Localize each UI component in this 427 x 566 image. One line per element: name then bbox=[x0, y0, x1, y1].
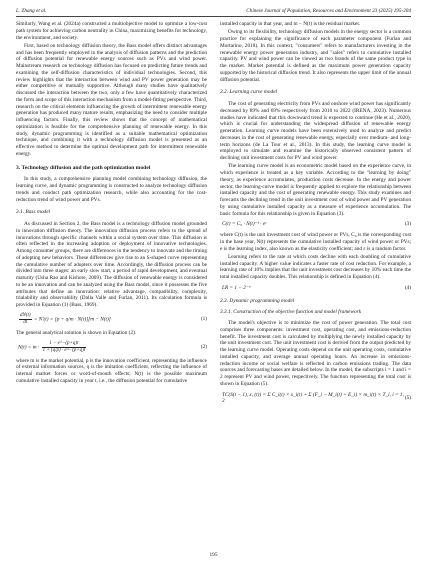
subsubsection-heading: 3.3.1. Construction of the objective function and model framework bbox=[220, 309, 362, 316]
equation-number: (4) bbox=[404, 284, 411, 291]
subsection-heading: 3.1. Bass model bbox=[16, 209, 51, 216]
equation-3 bbox=[220, 221, 411, 228]
equation-3-body: C(t) = C₀ · N(t)⁻ᵇ · eᵉ bbox=[222, 221, 267, 228]
equation-5 bbox=[220, 392, 411, 406]
paragraph: where m is the market potential, p is the innovation coefficient, representing the influence of external information sources, q is the imitation coefficient, reflecting the influence of internal market forces or word-of-mouth effects; N(t) is the possible maximum cumulative installed capacity in year t, i.e., the diffusion potential for cumulative bbox=[16, 357, 207, 384]
paragraph: As discussed in Section 2, the Bass model is a technology diffusion model grounded in innovation diffusion theory. The innovation diffusion process refers to the spread of innovations through specific channels within a social system over time. This diffusion is often reflected in the increasing adoption or deployment of innovative technologies. Among consumer groups, there are differences in the tendency to innovate and the timing of adopting new behaviors. These differences give rise to an S-shaped curve representing the cumulative number of adopters over time. Accordingly, the diffusion process can be divided into three stages: an early slow start, a period of rapid development, and eventual maturity (Usha Rao and Kishore, 2009). The diffusion of renewable energy is considered to be an innovation and can be analyzed using the Bass model, since it possesses the five attributes that define an innovation: relative advantage, compatibility, complexity, trialability and observability (Dalla Valle and Furlan, 2011). Its calculation formula is provided in Equation (1) (Bass, 1969). bbox=[16, 221, 207, 308]
paragraph: Learning refers to the rate at which costs decline with each doubling of cumulative installed capacity. A higher value indicates a faster rate of cost reduction. For example, a learning rate of 10% implies that the unit investment cost decreases by 10% each time the total installed capacity doubles. This relationship is defined in Equation (4). bbox=[220, 253, 411, 280]
running-header-authors: L. Zhang et al. bbox=[16, 8, 47, 14]
equation-2-numerator: 1 − e^−(p+q)t bbox=[42, 341, 87, 348]
left-column bbox=[16, 21, 207, 386]
equation-1 bbox=[16, 313, 207, 326]
paragraph: The general analytical solution is shown in Equation (2). bbox=[16, 329, 137, 336]
paragraph: The cost of generating electricity from PVs and onshore wind power has significantly decreased by 89% and 69% respectively from 2010 to 2022 (IRENA, 2023). Numerous studies have indicated that this downward trend is expected to continue (He et al., 2020), which is crucial for understanding the widespread diffusion of renewable energy generation. Learning curve models have been extensively used to analyze and predict decreases in the cost of generating renewable energy, especially over medium- and long-term horizons (de La Tour et al., 2013). In this study, the learning curve model is employed to simulate and examine the historically observed consistent pattern of declining unit investment costs for PV and wind power. bbox=[220, 101, 411, 161]
equation-4-body: LR = 1 − 2⁻ᵇ bbox=[222, 284, 251, 291]
paragraph: Owing to its flexibility, technology diffusion models in the energy sector is a common practice for explaining the significance of each parameter component (Furlan and Mortarino, 2018). In this context, "consumers" refers to manufacturers investing in the renewable energy power generation industry, and "sales" refers to cumulative installed capacity. PV and wind power can be viewed as two brands of the same product type in the market. Market potential is defined as the maximum power generation capacity supported by the historical diffusion trend. It also represents the upper limit of the annual diffusion potential. bbox=[220, 29, 411, 83]
equation-number: (5) bbox=[404, 394, 411, 401]
equation-number: (3) bbox=[404, 221, 411, 228]
subsection-heading: 3.2. Learning curve model bbox=[220, 89, 278, 96]
equation-number: (2) bbox=[200, 343, 207, 350]
equation-2-fraction bbox=[42, 341, 87, 354]
paragraph: The learning curve model is an econometric model based on the experience curve, in which experience is treated as a key variable. According to the "learning by doing" theory, as experience accumulates, production costs decrease. In the energy and power sector, the learning-curve model is frequently applied to explore the relationship between installed capacity and the cost of generating renewable energy. This study examines and forecasts the declining trend in the unit investment cost of wind power and PV generation by using cumulative installed capacity as a measure of experience accumulation. The basic formula for this relationship is given in Equation (3). bbox=[220, 163, 411, 217]
equation-2 bbox=[16, 341, 207, 354]
equation-number: (1) bbox=[200, 315, 207, 322]
equation-4 bbox=[220, 285, 411, 292]
equation-1-rhs: = N′(t) = [p + q/m · N(t)][m − N(t)] bbox=[33, 316, 111, 323]
paragraph: Similarly, Wang et al. (2024a) constructed a multiobjective model to optimize a low-cost path system for achieving carbon neutrality in China, maximizing benefits for technology, the environment, and society. bbox=[16, 21, 207, 41]
subsection-heading: 3.3. Dynamic programming model bbox=[220, 297, 295, 304]
paragraph: where C(t) is the unit investment cost of wind power or PVs, C₀ is the corresponding cost in the base year, N(t) represents the cumulative installed capacity of wind power or PVs; e is the learning index, also known as the elasticity coefficient; and ε is a random factor. bbox=[220, 232, 411, 252]
page-number: 195 bbox=[209, 552, 218, 558]
equation-2-denominator: 1 + (q/p) · e^−(p+q)t bbox=[42, 347, 86, 353]
right-column bbox=[220, 21, 411, 409]
equation-5-body: TC(S(t − 1), x, (t)) = Σ C_i(t) × x_i(t) + Σ (F_i − M_i(t) + E_i) × m_i(t) × T_i, i = 1, 2 bbox=[222, 391, 404, 405]
equation-1-denominator: dt bbox=[23, 319, 28, 325]
paragraph: The model's objective is to minimize the cost of power generation. The total cost comprises three components: investment cost, operating cost, and emissions-reduction benefit. The investment cost is calculated by multiplying the newly installed capacity by the unit investment cost. The unit investment cost is derived from the output predicted by the learning curve model. Operating costs depend on the unit operating costs, cumulative installed capacity, and average annual operating hours. An increase in emissions-reduction income or social welfare is reflected in carbon emissions trading. The data sources and forecasting bases are detailed below. In the model, the subscripts i = 1 and i = 2 represent PV and wind power, respectively. The function representing the total cost is shown in Equation (5). bbox=[220, 320, 411, 387]
running-header-journal: Chinese Journal of Population, Resources and Environment 23 (2025) 195-204 bbox=[246, 8, 411, 14]
paragraph: installed capacity in that year, and m − N(t) is the residual market. bbox=[220, 21, 361, 27]
equation-1-numerator: dN(t) bbox=[20, 312, 31, 318]
section-heading: 3. Technology diffusion and the path optimization model bbox=[16, 164, 151, 171]
equation-1-fraction bbox=[19, 313, 32, 326]
paragraph: First, based on technology diffusion theory, the Bass model offers distinct advantages and has been frequently employed in the analysis of diffusion patterns and the prediction of diffusion potential for renewable energy sources such as PVs and wind power. Mainstream research on technology diffusion has focused on predicting future trends and examining the self-diffusion characteristics of individual technologies. Second, this review highlights that the interaction between wind and PV power generation may be either competitive or mutually supportive. Although many studies have qualitatively discussed the interaction between the two, only a few have quantitatively characterized the form and scope of this interaction mechanism from a model-fitting perspective. Third, research on the critical elements influencing the growth of intermittent renewable energy generation has produced many mature results, emphasizing the need to consider multiple influencing factors. Finally, this review shows that the concept of mathematical optimization is feasible for the comprehensive planning of renewable energy. In this study, dynamic programming is identified as a suitable mathematical optimization technique, and combining it with a technology diffusion model is presented as an effective method to determine the optimal development path for intermittent renewable energy. bbox=[16, 42, 207, 157]
paragraph: In this study, a comprehensive planning model combining technology diffusion, the learning curve, and dynamic programming is constructed to analyze technology diffusion trends and conduct path optimization research, while also accounting for the cost-reduction trend of wind power and PVs. bbox=[16, 176, 207, 203]
header-rule bbox=[16, 16, 411, 17]
equation-2-lhs: N(t) = m · bbox=[18, 344, 40, 351]
